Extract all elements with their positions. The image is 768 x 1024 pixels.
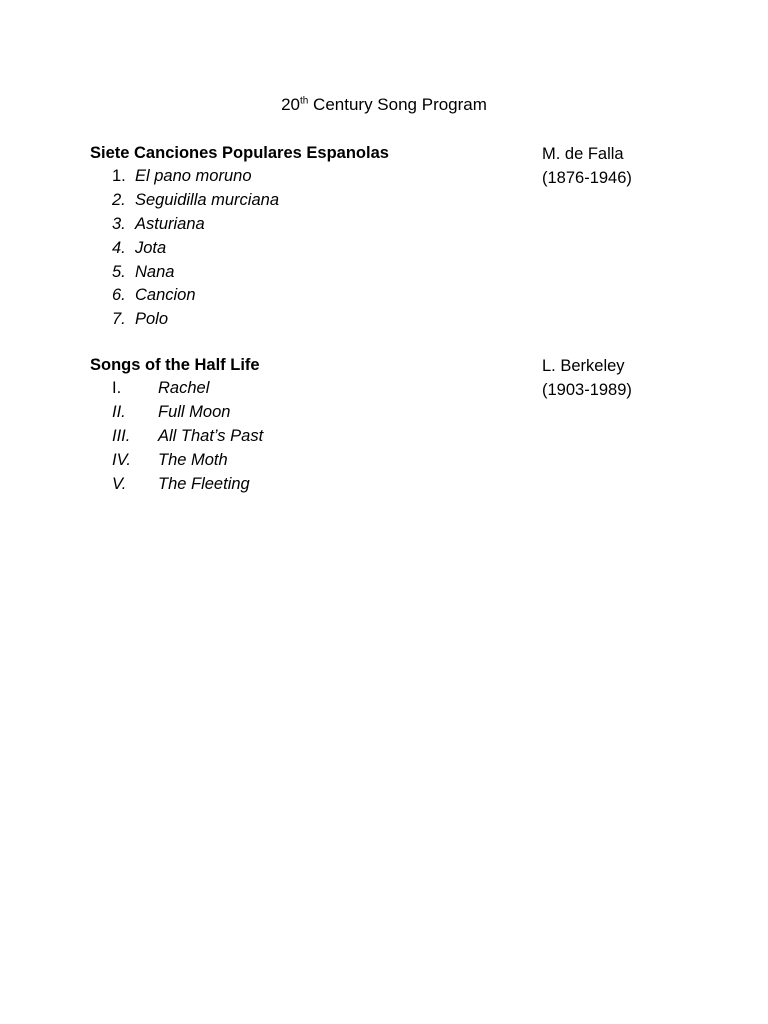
movement-name: Full Moon bbox=[158, 402, 231, 421]
movement-number: 3. bbox=[112, 214, 126, 233]
movement-name: Jota bbox=[135, 238, 167, 257]
title-superscript: th bbox=[299, 95, 309, 107]
movement-name: Asturiana bbox=[135, 214, 205, 233]
movement-number: 7. bbox=[112, 310, 126, 329]
title-prefix: 20 bbox=[281, 95, 300, 114]
movement-number: 1. bbox=[112, 167, 126, 185]
composer-name: M. de Falla bbox=[542, 145, 624, 163]
movement-name: Rachel bbox=[158, 379, 210, 397]
composer-block bbox=[542, 354, 632, 402]
movement-number: 6. bbox=[112, 286, 126, 305]
page-title bbox=[0, 94, 768, 116]
movement-number: 4. bbox=[112, 238, 126, 257]
movement-number: V. bbox=[112, 474, 127, 493]
movement-number: I. bbox=[112, 379, 122, 397]
composer-name: L. Berkeley bbox=[542, 357, 625, 375]
movement-number: II. bbox=[112, 402, 126, 421]
movement-name: Nana bbox=[135, 262, 175, 281]
composer-dates: (1903-1989) bbox=[542, 381, 632, 399]
title-suffix: Century Song Program bbox=[308, 95, 487, 114]
work-title: Siete Canciones Populares Espanolas bbox=[90, 144, 389, 162]
movement-name: The Fleeting bbox=[158, 474, 250, 493]
movement-name: The Moth bbox=[158, 450, 228, 469]
movement-name: All That’s Past bbox=[158, 426, 264, 445]
movement-name: Seguidilla murciana bbox=[135, 190, 279, 209]
movement-number: IV. bbox=[112, 450, 131, 469]
movement-number: 5. bbox=[112, 262, 126, 281]
movement-name: Cancion bbox=[135, 286, 196, 305]
composer-block bbox=[542, 142, 632, 190]
movement-name: El pano moruno bbox=[135, 167, 252, 185]
composer-dates: (1876-1946) bbox=[542, 169, 632, 187]
work-title: Songs of the Half Life bbox=[90, 356, 260, 374]
movement-name: Polo bbox=[135, 310, 169, 329]
movement-number: 2. bbox=[112, 190, 126, 209]
movement-number: III. bbox=[112, 426, 131, 445]
